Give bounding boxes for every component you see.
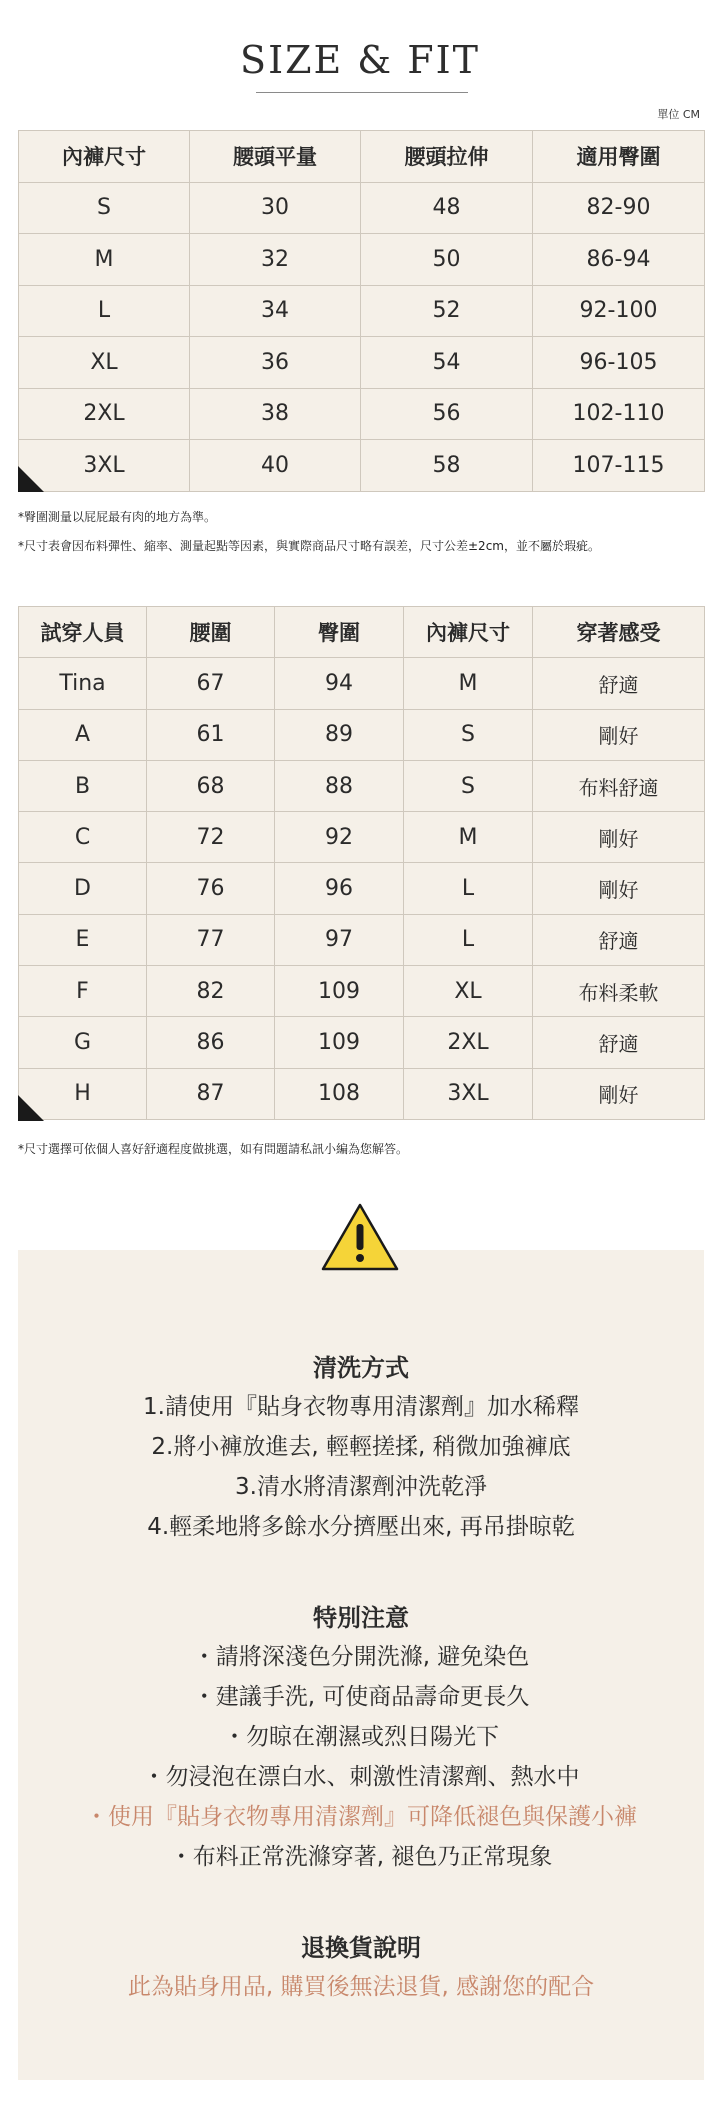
table-cell: M — [404, 812, 533, 863]
table-cell: A — [19, 709, 147, 760]
washing-section — [18, 1348, 704, 1547]
washing-step: 3.清水將清潔劑沖洗乾淨 — [235, 1474, 487, 1500]
table-cell: S — [404, 760, 533, 811]
page-title: SIZE & FIT — [240, 38, 480, 82]
table-cell: 89 — [275, 709, 404, 760]
care-panel — [18, 1250, 704, 2080]
table-cell: 50 — [361, 234, 533, 286]
table-row — [19, 709, 705, 760]
special-item: ・請將深淺色分開洗滌, 避免染色 — [192, 1644, 530, 1670]
table-row — [19, 760, 705, 811]
special-item-highlight: ・使用『貼身衣物專用清潔劑』可降低褪色與保護小褲 — [85, 1804, 637, 1830]
table-cell: 38 — [190, 388, 361, 440]
returns-section — [18, 1928, 704, 2007]
table-cell: 舒適 — [533, 914, 705, 965]
tryon-note: *尺寸選擇可依個人喜好舒適程度做挑選，如有問題請私訊小編為您解答。 — [18, 1142, 409, 1156]
size-col-header: 內褲尺寸 — [19, 131, 190, 183]
table-cell: 2XL — [19, 388, 190, 440]
table-cell: 96 — [275, 863, 404, 914]
table-cell: 剛好 — [533, 863, 705, 914]
table-cell: M — [19, 234, 190, 286]
table-cell: 布料柔軟 — [533, 966, 705, 1017]
special-item: ・布料正常洗滌穿著, 褪色乃正常現象 — [169, 1844, 553, 1870]
table-cell: 剛好 — [533, 812, 705, 863]
washing-step: 4.輕柔地將多餘水分擠壓出來, 再吊掛晾乾 — [147, 1514, 575, 1540]
table-cell: 72 — [147, 812, 275, 863]
special-item: ・勿浸泡在漂白水、刺激性清潔劑、熱水中 — [142, 1764, 580, 1790]
returns-heading: 退換貨說明 — [301, 1934, 421, 1962]
table-cell: L — [404, 863, 533, 914]
special-notes-section — [18, 1598, 704, 1877]
table-cell: 76 — [147, 863, 275, 914]
size-table-header-row — [19, 131, 705, 183]
table-cell: D — [19, 863, 147, 914]
table-cell: 舒適 — [533, 1017, 705, 1068]
size-note-hip: *臀圍測量以屁屁最有肉的地方為準。 — [18, 510, 217, 524]
tryon-table-header-row — [19, 607, 705, 658]
table-cell: 92-100 — [533, 285, 705, 337]
table-cell: 88 — [275, 760, 404, 811]
table-cell: 56 — [361, 388, 533, 440]
size-col-header: 內褲尺寸 — [404, 607, 533, 658]
warning-triangle-icon — [320, 1202, 400, 1272]
table-row — [19, 440, 705, 492]
table-cell: 40 — [190, 440, 361, 492]
table-cell: 82 — [147, 966, 275, 1017]
table-row — [19, 966, 705, 1017]
table-cell: S — [404, 709, 533, 760]
size-table — [18, 130, 705, 492]
table-row — [19, 337, 705, 389]
table-cell: 67 — [147, 658, 275, 709]
table-cell: 剛好 — [533, 709, 705, 760]
hip-col-header: 臀圍 — [275, 607, 404, 658]
table-cell: 2XL — [404, 1017, 533, 1068]
table-cell: 58 — [361, 440, 533, 492]
special-item: ・建議手洗, 可使商品壽命更長久 — [192, 1684, 530, 1710]
table-cell: 94 — [275, 658, 404, 709]
table-row — [19, 182, 705, 234]
table-cell: B — [19, 760, 147, 811]
tryon-table — [18, 606, 705, 1120]
size-note-tolerance: *尺寸表會因布料彈性、縮率、測量起點等因素，與實際商品尺寸略有誤差，尺寸公差±2cm，並不屬於瑕疵。 — [18, 539, 600, 553]
table-cell: 30 — [190, 182, 361, 234]
table-cell: 82-90 — [533, 182, 705, 234]
washing-step: 1.請使用『貼身衣物專用清潔劑』加水稀釋 — [143, 1394, 579, 1420]
title-underline — [256, 92, 468, 93]
table-cell: 107-115 — [533, 440, 705, 492]
table-cell: S — [19, 182, 190, 234]
table-row — [19, 285, 705, 337]
table-cell: 32 — [190, 234, 361, 286]
washing-step: 2.將小褲放進去, 輕輕搓揉, 稍微加強褲底 — [151, 1434, 571, 1460]
table-cell: 舒適 — [533, 658, 705, 709]
table-row — [19, 658, 705, 709]
table-cell: 102-110 — [533, 388, 705, 440]
table-cell: 3XL — [404, 1068, 533, 1119]
table-cell: 86-94 — [533, 234, 705, 286]
hip-range-col-header: 適用臀圍 — [533, 131, 705, 183]
table-cell: 87 — [147, 1068, 275, 1119]
table-cell: 52 — [361, 285, 533, 337]
table-cell: H — [19, 1068, 147, 1119]
table-cell: 108 — [275, 1068, 404, 1119]
table-cell: 3XL — [19, 440, 190, 492]
table-cell: E — [19, 914, 147, 965]
washing-heading: 清洗方式 — [313, 1354, 409, 1382]
table-cell: 109 — [275, 966, 404, 1017]
table-row — [19, 388, 705, 440]
table-cell: G — [19, 1017, 147, 1068]
table-row — [19, 1017, 705, 1068]
table-cell: 剛好 — [533, 1068, 705, 1119]
table-cell: L — [404, 914, 533, 965]
waist-stretch-col-header: 腰頭拉伸 — [361, 131, 533, 183]
returns-text: 此為貼身用品, 購買後無法退貨, 感謝您的配合 — [127, 1974, 595, 2000]
table-cell: M — [404, 658, 533, 709]
waist-col-header: 腰圍 — [147, 607, 275, 658]
table-cell: 34 — [190, 285, 361, 337]
waist-flat-col-header: 腰頭平量 — [190, 131, 361, 183]
table-row — [19, 863, 705, 914]
table-cell: 48 — [361, 182, 533, 234]
table-cell: 96-105 — [533, 337, 705, 389]
table-cell: C — [19, 812, 147, 863]
table-cell: 86 — [147, 1017, 275, 1068]
table-row — [19, 234, 705, 286]
page-title-wrap — [0, 38, 720, 82]
table-cell: XL — [404, 966, 533, 1017]
feeling-col-header: 穿著感受 — [533, 607, 705, 658]
table-cell: Tina — [19, 658, 147, 709]
table-row — [19, 1068, 705, 1119]
table-cell: 68 — [147, 760, 275, 811]
table-cell: L — [19, 285, 190, 337]
table-cell: 布料舒適 — [533, 760, 705, 811]
table-row — [19, 914, 705, 965]
special-item: ・勿晾在潮濕或烈日陽光下 — [223, 1724, 499, 1750]
unit-label: 單位 CM — [657, 108, 700, 121]
table-cell: 92 — [275, 812, 404, 863]
table-cell: F — [19, 966, 147, 1017]
table-cell: 77 — [147, 914, 275, 965]
tester-col-header: 試穿人員 — [19, 607, 147, 658]
table-cell: XL — [19, 337, 190, 389]
table-cell: 54 — [361, 337, 533, 389]
corner-triangle-decoration — [18, 1095, 44, 1121]
table-row — [19, 812, 705, 863]
corner-triangle-decoration — [18, 466, 44, 492]
table-cell: 61 — [147, 709, 275, 760]
special-heading: 特別注意 — [313, 1604, 409, 1632]
table-cell: 36 — [190, 337, 361, 389]
table-cell: 97 — [275, 914, 404, 965]
table-cell: 109 — [275, 1017, 404, 1068]
